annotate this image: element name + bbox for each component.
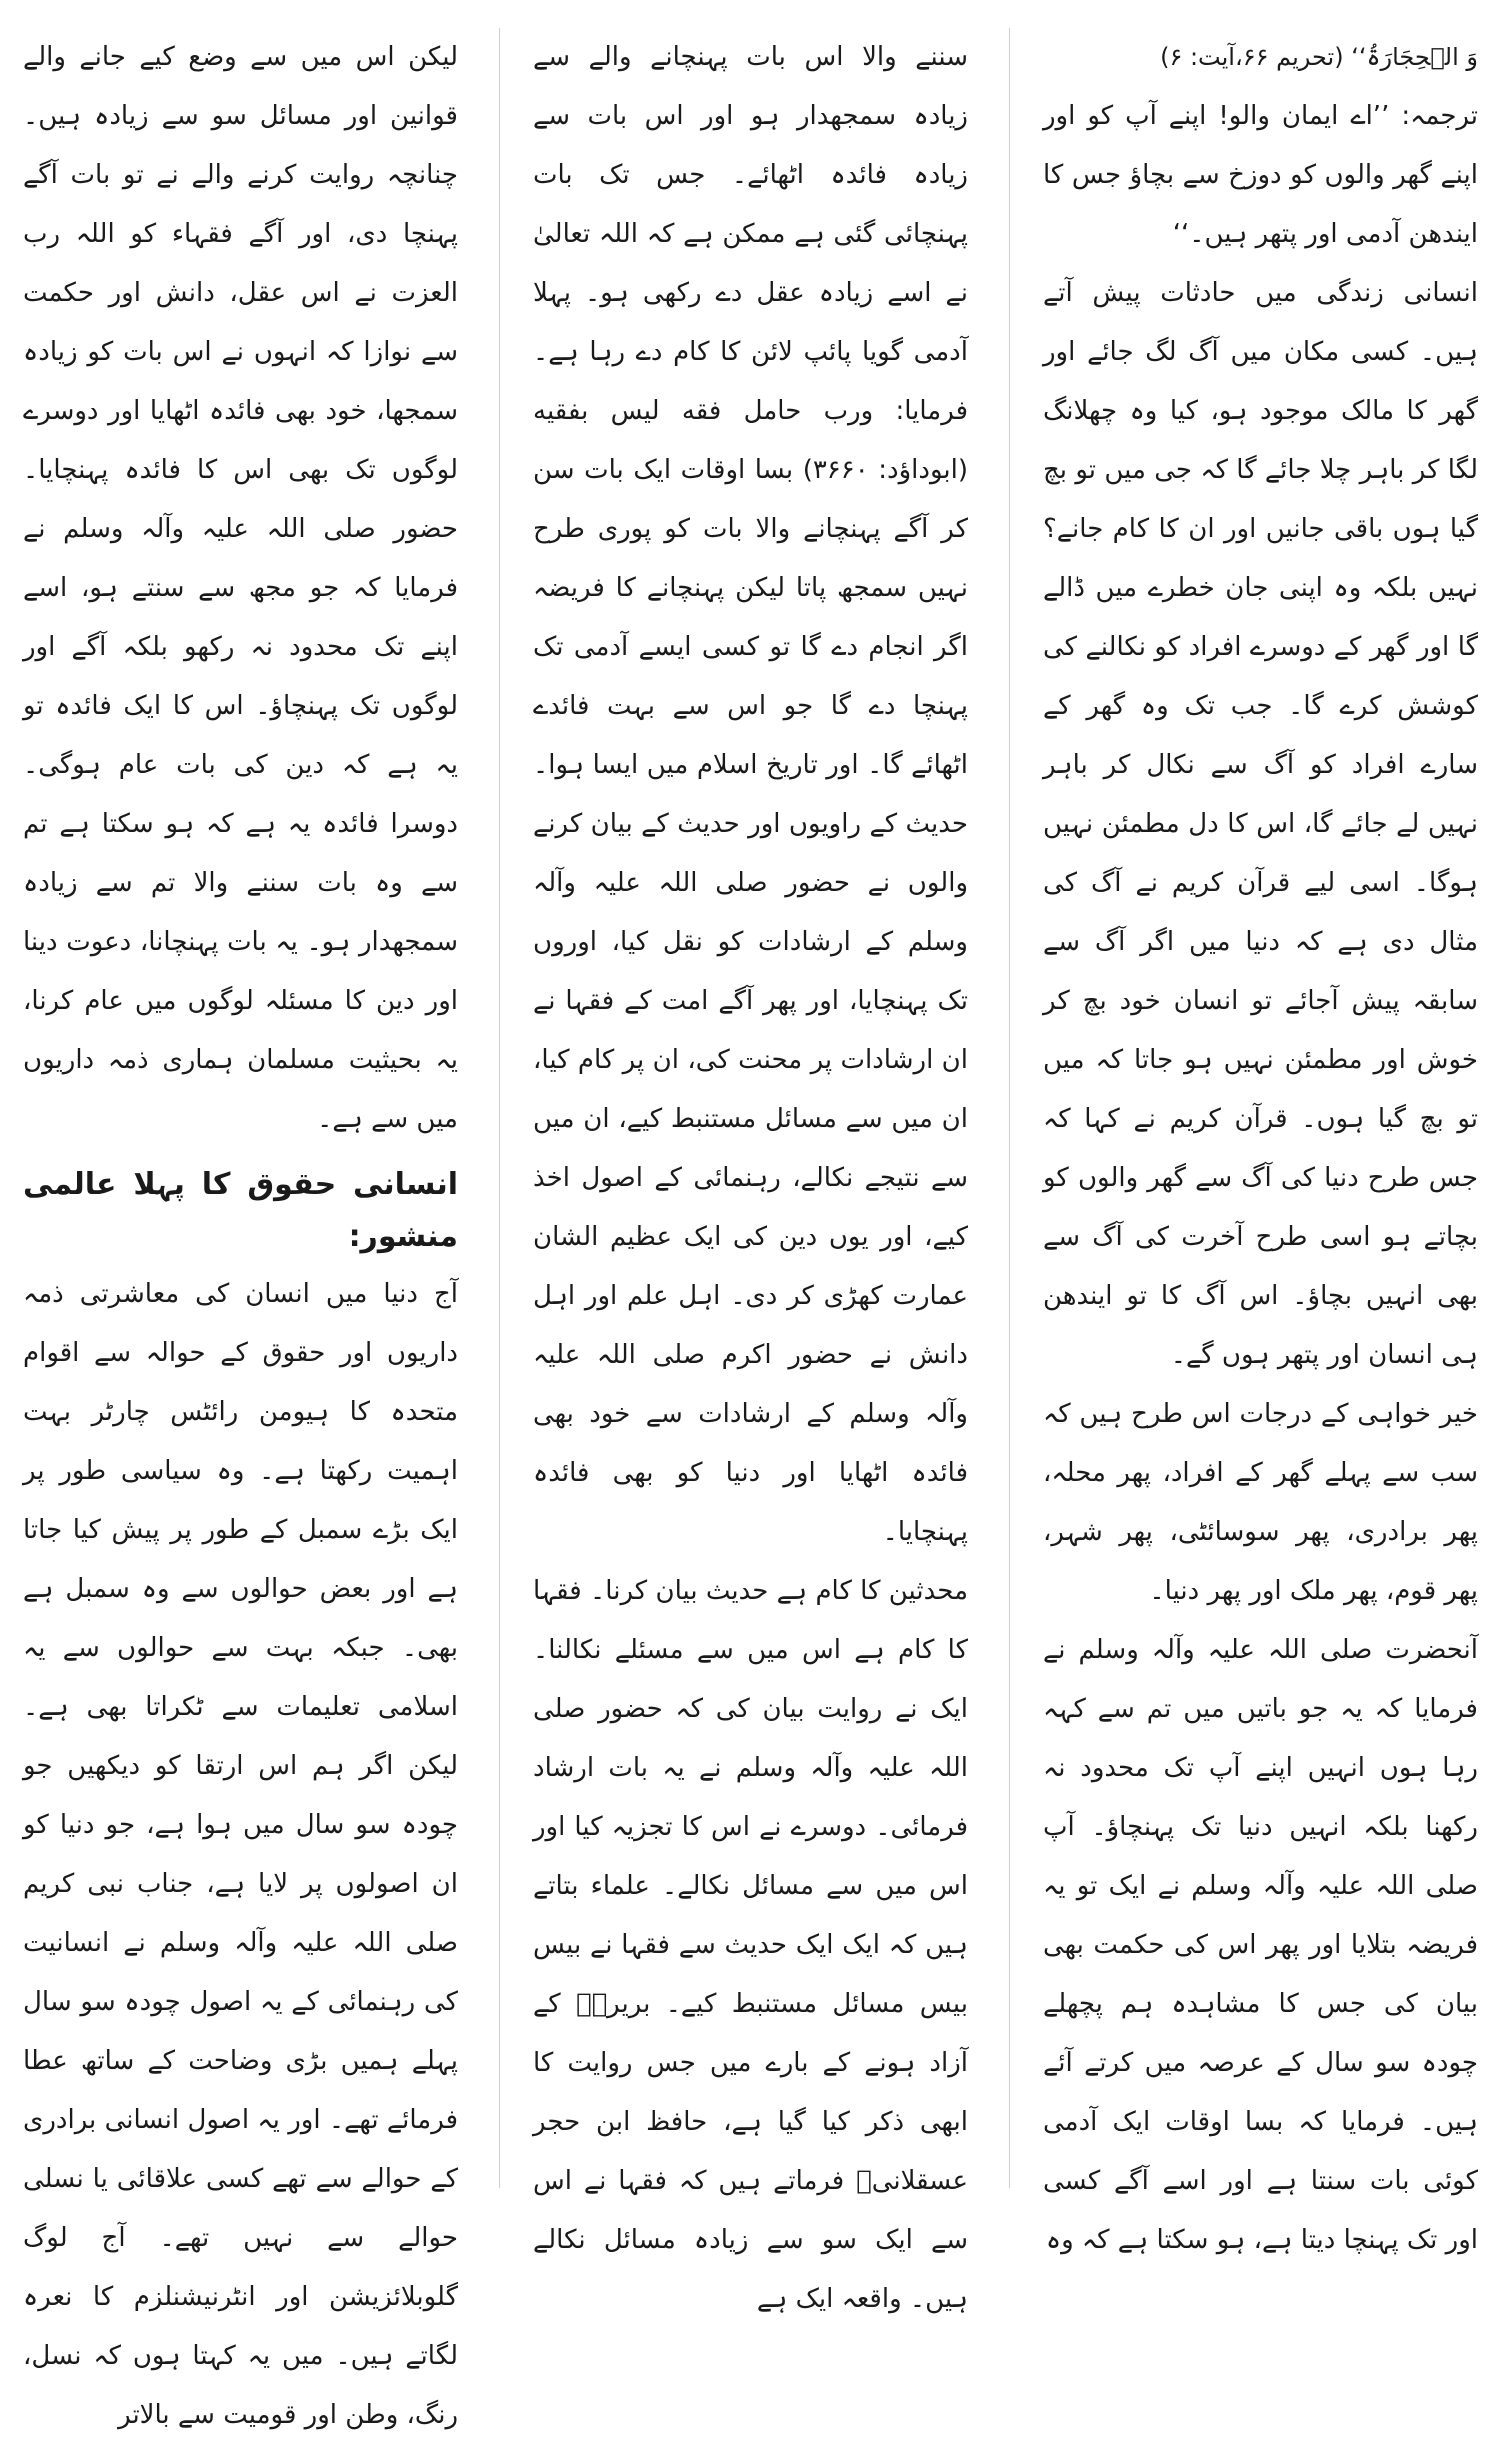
translation-paragraph: ترجمہ: ’’اے ایمان والو! اپنے آپ کو اور اپنے گھر والوں کو دوزخ سے بچاؤ جس کا ایندھن آدمی اور پتھر ہیں۔‘‘	[1043, 101, 1478, 249]
text-column-left	[23, 28, 459, 2430]
body-paragraph: لیکن اس میں سے وضع کیے جانے والے قوانین اور مسائل سو سے زیادہ ہیں۔ چنانچہ روایت کرنے والے نے تو بات آگے پہنچا دی، اور آگے فقہاء کو اللہ رب العزت نے اس عقل، دانش اور حکمت سے نوازا کہ انہوں نے اس بات کو زیادہ سمجھا، خود بھی فائدہ اٹھایا اور دوسرے لوگوں تک بھی اس کا فائدہ پہنچایا۔ حضور صلی اللہ علیہ وآلہ وسلم نے فرمایا کہ جو مجھ سے سنتے ہو، اسے اپنے تک محدود نہ رکھو بلکہ آگے اور لوگوں تک پہنچاؤ۔ اس کا ایک فائدہ تو یہ ہے کہ دین کی بات عام ہوگی۔ دوسرا فائدہ یہ ہے کہ ہو سکتا ہے تم سے وہ بات سننے والا تم سے زیادہ سمجھدار ہو۔ یہ بات پہنچانا، دعوت دینا اور دین کا مسئلہ لوگوں میں عام کرنا، یہ بحیثیت مسلمان ہماری ذمہ داریوں میں سے ہے۔	[23, 42, 458, 1134]
body-paragraph: محدثین کا کام ہے حدیث بیان کرنا۔ فقہا کا کام ہے اس میں سے مسئلے نکالنا۔ ایک نے روایت بیان کی کہ حضور صلی اللہ علیہ وآلہ وسلم نے یہ بات ارشاد فرمائی۔ دوسرے نے اس کا تجزیہ کیا اور اس میں سے مسائل نکالے۔ علماء بتاتے ہیں کہ ایک ایک حدیث سے فقہا نے بیس بیس مسائل مستنبط کیے۔ بریرہؓ کے آزاد ہونے کے بارے میں جس روایت کا ابھی ذکر کیا گیا ہے، حافظ ابن حجر عسقلانیؒ فرماتے ہیں کہ فقہا نے اس سے ایک سو سے زیادہ مسائل نکالے ہیں۔ واقعہ ایک ہے	[533, 1576, 968, 2314]
body-paragraph: خیر خواہی کے درجات اس طرح ہیں کہ سب سے پہلے گھر کے افراد، پھر محلہ، پھر برادری، پھر سوسائٹی، پھر شہر، پھر قوم، پھر ملک اور پھر دنیا۔	[1043, 1399, 1478, 1606]
body-paragraph: سننے والا اس بات پہنچانے والے سے زیادہ سمجھدار ہو اور اس بات سے زیادہ فائدہ اٹھائے۔ جس تک بات پہنچائی گئی ہے ممکن ہے کہ اللہ تعالیٰ نے اسے زیادہ عقل دے رکھی ہو۔ پہلا آدمی گویا پائپ لائن کا کام دے رہا ہے۔ فرمایا: ورب حامل فقه ليس بفقيه (ابوداؤد: ۳۶۶۰) بسا اوقات ایک بات سن کر آگے پہنچانے والا بات کو پوری طرح نہیں سمجھ پاتا لیکن پہنچانے کا فریضہ اگر انجام دے گا تو کسی ایسے آدمی تک پہنچا دے گا جو اس سے بہت فائدے اٹھائے گا۔ اور تاریخ اسلام میں ایسا ہوا۔ حدیث کے راویوں اور حدیث کے بیان کرنے والوں نے حضور صلی اللہ علیہ وآلہ وسلم کے ارشادات کو نقل کیا، اوروں تک پہنچایا، اور پھر آگے امت کے فقہا نے ان ارشادات پر محنت کی، ان پر کام کیا، ان میں سے مسائل مستنبط کیے، ان میں سے نتیجے نکالے، رہنمائی کے اصول اخذ کیے، اور یوں دین کی ایک عظیم الشان عمارت کھڑی کر دی۔ اہل علم اور اہل دانش نے حضور اکرم صلی اللہ علیہ وآلہ وسلم کے ارشادات سے خود بھی فائدہ اٹھایا اور دنیا کو بھی فائدہ پہنچایا۔	[533, 42, 968, 1547]
column-divider	[499, 28, 500, 2188]
body-paragraph: انسانی زندگی میں حادثات پیش آتے ہیں۔ کسی مکان میں آگ لگ جائے اور گھر کا مالک موجود ہو، کیا وہ چھلانگ لگا کر باہر چلا جائے گا کہ جی میں تو بچ گیا ہوں باقی جانیں اور ان کا کام جانے؟ نہیں بلکہ وہ اپنی جان خطرے میں ڈالے گا اور گھر کے دوسرے افراد کو نکالنے کی کوشش کرے گا۔ جب تک وہ گھر کے سارے افراد کو آگ سے نکال کر باہر نہیں لے جائے گا، اس کا دل مطمئن نہیں ہوگا۔ اسی لیے قرآن کریم نے آگ کی مثال دی ہے کہ دنیا میں اگر آگ سے سابقہ پیش آجائے تو انسان خود بچ کر خوش اور مطمئن نہیں ہو جاتا کہ میں تو بچ گیا ہوں۔ قرآن کریم نے کہا کہ جس طرح دنیا کی آگ سے گھر والوں کو بچاتے ہو اسی طرح آخرت کی آگ سے بھی انہیں بچاؤ۔ اس آگ کا تو ایندھن ہی انسان اور پتھر ہوں گے۔	[1043, 278, 1478, 1370]
body-paragraph: آج دنیا میں انسان کی معاشرتی ذمہ داریوں اور حقوق کے حوالہ سے اقوام متحدہ کا ہیومن رائٹس چارٹر بہت اہمیت رکھتا ہے۔ وہ سیاسی طور پر ایک بڑے سمبل کے طور پر پیش کیا جاتا ہے اور بعض حوالوں سے وہ سمبل ہے بھی۔ جبکہ بہت سے حوالوں سے یہ اسلامی تعلیمات سے ٹکراتا بھی ہے۔ لیکن اگر ہم اس ارتقا کو دیکھیں جو چودہ سو سال میں ہوا ہے، جو دنیا کو ان اصولوں پر لایا ہے، جناب نبی کریم صلی اللہ علیہ وآلہ وسلم نے انسانیت کی رہنمائی کے یہ اصول چودہ سو سال پہلے ہمیں بڑی وضاحت کے ساتھ عطا فرمائے تھے۔ اور یہ اصول انسانی برادری کے حوالے سے تھے کسی علاقائی یا نسلی حوالے سے نہیں تھے۔ آج لوگ گلوبلائزیشن اور انٹرنیشنلزم کا نعرہ لگاتے ہیں۔ میں یہ کہتا ہوں کہ نسل، رنگ، وطن اور قومیت سے بالاتر	[23, 1279, 459, 2430]
section-heading: انسانی حقوق کا پہلا عالمی منشور:	[23, 1167, 458, 1254]
column-divider	[1009, 28, 1010, 2188]
text-column-middle	[533, 28, 968, 2314]
text-column-right	[1043, 28, 1478, 2255]
ayah-reference: وَ الۡحِجَارَۃُ‘‘ (تحریم ۶۶،آیت: ۶)	[1160, 43, 1478, 71]
body-paragraph: آنحضرت صلی اللہ علیہ وآلہ وسلم نے فرمایا کہ یہ جو باتیں میں تم سے کہہ رہا ہوں انہیں اپنے آپ تک محدود نہ رکھنا بلکہ انہیں دنیا تک پہنچاؤ۔ آپ صلی اللہ علیہ وآلہ وسلم نے ایک تو یہ فریضہ بتلایا اور پھر اس کی حکمت بھی بیان کی جس کا مشاہدہ ہم پچھلے چودہ سو سال کے عرصہ میں کرتے آئے ہیں۔ فرمایا کہ بسا اوقات ایک آدمی کوئی بات سنتا ہے اور اسے آگے کسی اور تک پہنچا دیتا ہے، ہو سکتا ہے کہ وہ	[1043, 1635, 1478, 2255]
